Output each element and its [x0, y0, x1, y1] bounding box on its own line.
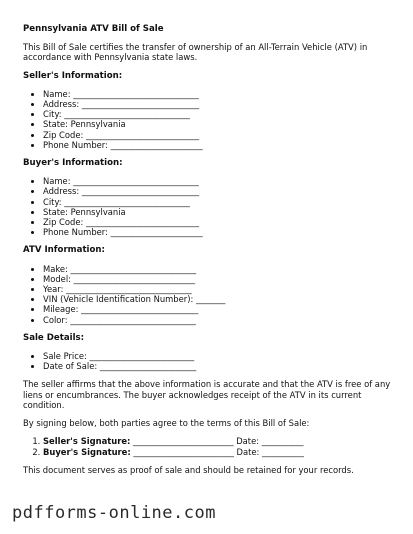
seller-fields-list [23, 89, 393, 150]
intro-paragraph: This Bill of Sale certifies the transfer of ownership of an All-Terrain Vehicle (ATV) in accordance with Pennsylvania state laws. [23, 42, 368, 63]
atv-color-field: • Color: ______________________________ [43, 315, 393, 325]
seller-name-field: • Name: ______________________________ [43, 89, 393, 99]
seller-heading: Seller's Information: [23, 70, 123, 81]
buyer-state-field: • State: Pennsylvania [43, 207, 393, 217]
seller-city-field: • City: ______________________________ [43, 109, 393, 119]
atv-make-field: • Make: ______________________________ [43, 264, 393, 274]
buyer-signature-label: Buyer's Signature: [43, 446, 131, 457]
watermark-text: pdfforms-online.com [12, 503, 216, 523]
buyer-phone-field: • Phone Number: ______________________ [43, 227, 393, 237]
closing-paragraph: This document serves as proof of sale and should be retained for your records. [23, 464, 354, 475]
buyer-zip-field: • Zip Code: ___________________________ [43, 217, 393, 227]
buyer-signature-blank: ________________________ Date: __________ [130, 446, 304, 457]
buyer-name-field: • Name: ______________________________ [43, 176, 393, 186]
atv-year-field: • Year: ______________________________ [43, 284, 393, 294]
buyer-fields-list [23, 176, 393, 237]
affirmation-paragraph: The seller affirms that the above information is accurate and that the ATV is free of any liens or encumbrances. The buyer acknowledges receipt of the ATV in its current condition. [23, 379, 391, 410]
sale-fields-list [23, 351, 393, 371]
atv-heading: ATV Information: [23, 245, 105, 256]
signature-list [23, 436, 393, 456]
document-title: Pennsylvania ATV Bill of Sale [23, 24, 164, 34]
sale-date-field: • Date of Sale: _______________________ [43, 361, 393, 371]
buyer-city-field: • City: ______________________________ [43, 197, 393, 207]
agreement-paragraph: By signing below, both parties agree to the terms of this Bill of Sale: [23, 418, 310, 429]
seller-phone-field: • Phone Number: ______________________ [43, 140, 393, 150]
atv-vin-field: • VIN (Vehicle Identification Number): _______ [43, 294, 393, 304]
seller-signature-blank: ________________________ Date: __________ [130, 436, 304, 447]
seller-address-field: • Address: ____________________________ [43, 99, 393, 109]
seller-signature-label: Seller's Signature: [43, 436, 131, 447]
buyer-signature-line [43, 447, 393, 457]
sale-price-field: • Sale Price: _________________________ [43, 351, 393, 361]
buyer-address-field: • Address: ____________________________ [43, 186, 393, 196]
sale-heading: Sale Details: [23, 332, 85, 343]
bill-of-sale-document [23, 24, 393, 483]
buyer-heading: Buyer's Information: [23, 158, 123, 169]
atv-model-field: • Model: _____________________________ [43, 274, 393, 284]
atv-mileage-field: • Mileage: ____________________________ [43, 304, 393, 314]
seller-signature-line [43, 436, 393, 446]
seller-state-field: • State: Pennsylvania [43, 119, 393, 129]
atv-fields-list [23, 264, 393, 325]
seller-zip-field: • Zip Code: ___________________________ [43, 130, 393, 140]
